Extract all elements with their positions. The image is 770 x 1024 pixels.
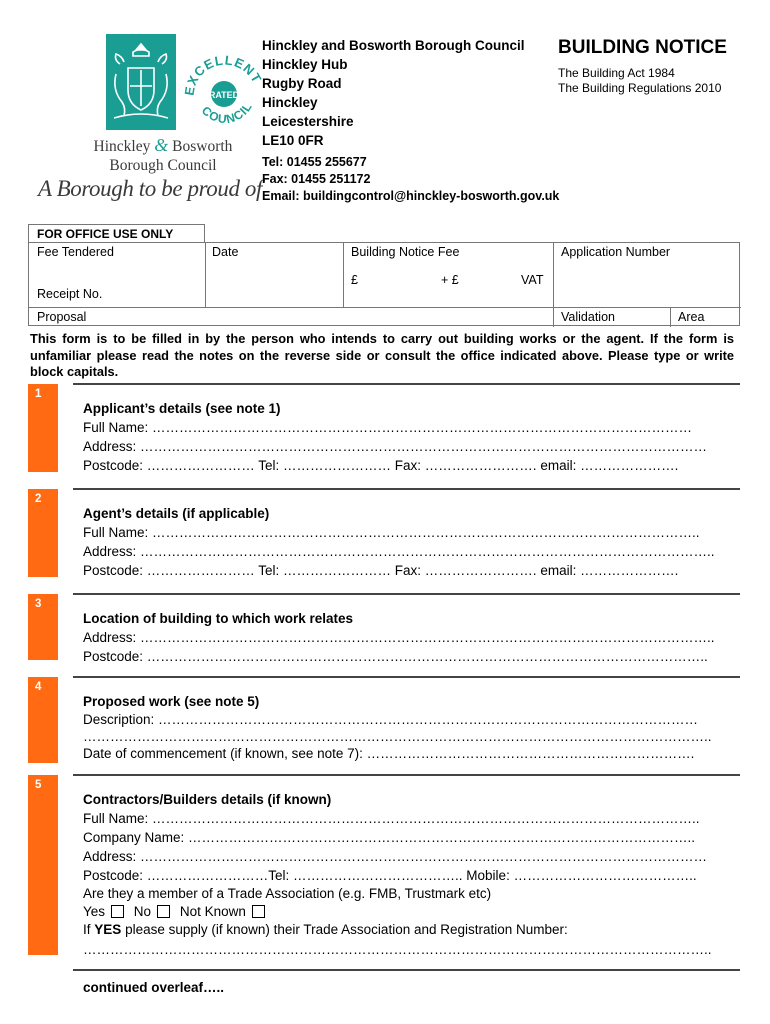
yes-emphasis: YES xyxy=(94,922,122,937)
if-yes-instruction xyxy=(83,920,733,940)
form-title: BUILDING NOTICE xyxy=(558,37,727,58)
trade-association-question: Are they a member of a Trade Association (e.g. FMB, Trustmark etc) xyxy=(83,886,492,901)
section-number-tab: 2 xyxy=(28,489,58,577)
location-section xyxy=(83,609,733,666)
fax: Fax: 01455 251172 xyxy=(262,172,371,186)
seal-text-top: EXCELLENT xyxy=(181,52,265,97)
divider xyxy=(29,307,741,308)
not-known-label: Not Known xyxy=(179,904,246,919)
section-title: Agent’s details (if applicable) xyxy=(83,506,270,521)
address-line: Hinckley and Bosworth Borough Council xyxy=(262,38,525,53)
proposal-label: Proposal xyxy=(37,310,87,324)
legislation xyxy=(558,66,727,95)
agent-section xyxy=(83,504,733,580)
contractor-address-field[interactable]: Address: ……………………………………………………………………………………………………………… xyxy=(83,849,708,864)
divider xyxy=(553,243,554,327)
if-yes-text: please supply (if known) their Trade Association and Registration Number: xyxy=(125,922,568,937)
trade-association-options xyxy=(83,903,733,920)
application-number-label: Application Number xyxy=(561,245,671,259)
ampersand: & xyxy=(154,135,169,155)
area-label: Area xyxy=(678,310,705,324)
location-address-field[interactable]: Address: ……………………………………………………………………………………………………………….. xyxy=(83,630,715,645)
section-title: Applicant’s details (see note 1) xyxy=(83,401,281,416)
office-use-heading: FOR OFFICE USE ONLY xyxy=(28,224,205,242)
work-description-continuation[interactable]: ………………………………………………………………………………………………………………………….. xyxy=(83,729,712,744)
section-rule xyxy=(73,488,740,490)
agent-contact-field[interactable]: Postcode: …………………… Tel: …………………… Fax: ……………………. email: …………………. xyxy=(83,563,679,578)
contractor-section xyxy=(83,790,733,959)
date-label: Date xyxy=(212,245,239,259)
section-rule xyxy=(73,593,740,595)
building-regulations: The Building Regulations 2010 xyxy=(558,80,722,95)
receipt-no-label: Receipt No. xyxy=(37,287,103,301)
plus-pound-label: + £ xyxy=(441,273,459,287)
agent-address-field[interactable]: Address: ……………………………………………………………………………………………………………….. xyxy=(83,544,715,559)
section-title: Proposed work (see note 5) xyxy=(83,694,260,709)
seal-text-bottom: COUNCIL xyxy=(198,99,256,127)
section-title: Location of building to which work relates xyxy=(83,611,354,626)
email: Email: buildingcontrol@hinckley-bosworth.gov.uk xyxy=(262,189,560,203)
vat-label: VAT xyxy=(521,273,544,287)
yes-checkbox[interactable] xyxy=(111,905,124,918)
agent-full-name-field[interactable]: Full Name: ………………………………………………………………………………………………………….. xyxy=(83,525,700,540)
continued-overleaf: continued overleaf….. xyxy=(83,980,225,995)
address-line: Leicestershire xyxy=(262,114,354,129)
notice-fee-label: Building Notice Fee xyxy=(351,245,460,259)
form-title-block xyxy=(558,36,727,95)
commencement-date-field[interactable]: Date of commencement (if known, see note 7): ………………………………………………………………. xyxy=(83,746,695,761)
council-name-part: Hinckley xyxy=(93,138,151,155)
trade-registration-field[interactable]: ………………………………………………………………………………………………………………………….. xyxy=(83,942,712,957)
location-postcode-field[interactable]: Postcode: …………………………………………………………………………………………………………….. xyxy=(83,649,708,664)
seal-text-mid: RATED xyxy=(208,90,240,100)
instructions: This form is to be filled in by the person who intends to carry out building works or the agent. If the form is unfamiliar please read the notes on the reverse side or consult the office indicated above. Please type or write block capitals. xyxy=(30,331,734,379)
council-name-part: Bosworth xyxy=(172,138,233,155)
address-line: Rugby Road xyxy=(262,76,342,91)
coat-of-arms-icon xyxy=(106,34,176,130)
address-line: Hinckley xyxy=(262,95,318,110)
contact-details xyxy=(262,154,559,205)
section-number-tab: 4 xyxy=(28,677,58,763)
address-line: LE10 0FR xyxy=(262,133,324,148)
if-text: If xyxy=(83,922,91,937)
section-number-tab: 1 xyxy=(28,384,58,472)
council-address xyxy=(262,36,525,150)
excellent-council-seal-icon xyxy=(180,48,268,136)
building-act: The Building Act 1984 xyxy=(558,66,675,80)
yes-label: Yes xyxy=(83,904,106,919)
applicant-section xyxy=(83,399,733,475)
tagline: A Borough to be proud of xyxy=(38,176,263,201)
no-label: No xyxy=(133,904,152,919)
divider xyxy=(205,243,206,307)
contractor-contact-field[interactable]: Postcode: ………………………Tel: ……………………………….. Mobile: ………………………………….. xyxy=(83,868,697,883)
applicant-address-field[interactable]: Address: ……………………………………………………………………………………………………………… xyxy=(83,439,708,454)
fee-tendered-label: Fee Tendered xyxy=(37,245,114,259)
section-rule xyxy=(73,774,740,776)
applicant-contact-field[interactable]: Postcode: …………………… Tel: …………………… Fax: ……………………. email: …………………. xyxy=(83,458,679,473)
no-checkbox[interactable] xyxy=(157,905,170,918)
divider xyxy=(343,243,344,307)
contractor-full-name-field[interactable]: Full Name: ………………………………………………………………………………………………………….. xyxy=(83,811,700,826)
proposed-work-section xyxy=(83,692,733,762)
section-rule xyxy=(73,383,740,385)
contractor-company-field[interactable]: Company Name: ………………………………………………………………………………………………….. xyxy=(83,830,696,845)
section-number-tab: 3 xyxy=(28,594,58,660)
office-use-table xyxy=(28,242,740,326)
council-name-line2: Borough Council xyxy=(109,157,217,174)
council-name xyxy=(68,136,258,175)
section-rule xyxy=(73,676,740,678)
work-description-field[interactable]: Description: ………………………………………………………………………………………………………… xyxy=(83,712,699,727)
divider xyxy=(670,307,671,327)
section-rule xyxy=(73,969,740,971)
validation-label: Validation xyxy=(561,310,615,324)
council-logo xyxy=(38,30,265,210)
pound-label: £ xyxy=(351,273,358,287)
address-line: Hinckley Hub xyxy=(262,57,348,72)
applicant-full-name-field[interactable]: Full Name: ………………………………………………………………………………………………………… xyxy=(83,420,693,435)
telephone: Tel: 01455 255677 xyxy=(262,155,367,169)
section-title: Contractors/Builders details (if known) xyxy=(83,792,332,807)
not-known-checkbox[interactable] xyxy=(252,905,265,918)
section-number-tab: 5 xyxy=(28,775,58,955)
